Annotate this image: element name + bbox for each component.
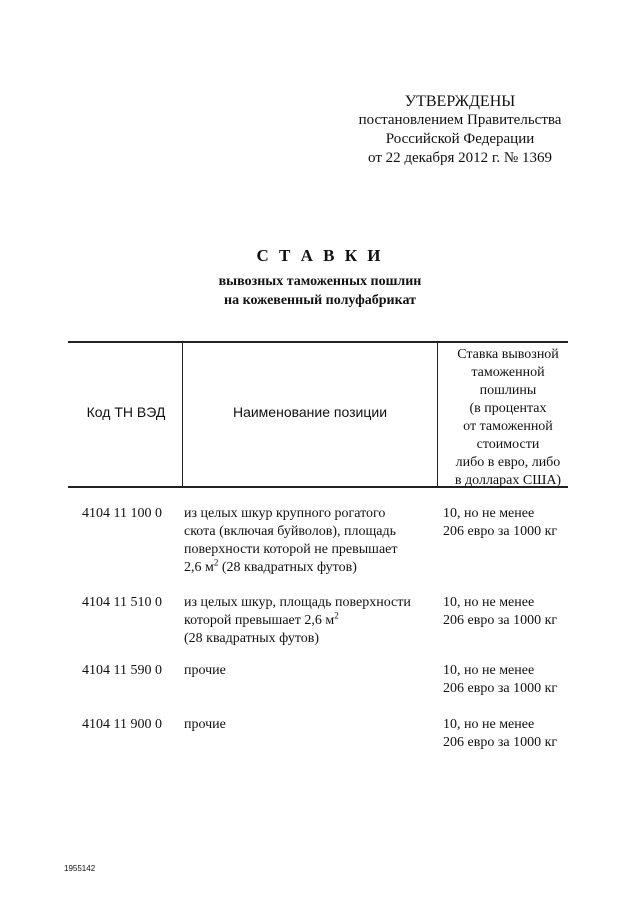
document-title: С Т А В К И [256,246,384,265]
rate-line: 10, но не менее [443,663,535,678]
approval-line-date: от 22 декабря 2012 г. № 1369 [368,150,552,166]
row-3-rate [443,662,583,698]
name-line [184,612,436,630]
rate-line: 206 евро за 1000 кг [443,524,558,539]
rate-line: 10, но не менее [443,717,535,732]
area-value: 2,6 м [184,560,214,575]
row-4-code: 4104 11 900 0 [82,717,162,732]
row-1-name [184,505,436,577]
subtitle-line-1: вывозных таможенных пошлин [218,274,422,289]
header-name: Наименование позиции [232,404,388,420]
header-rate-line: от таможенной [463,419,553,434]
row-1-code: 4104 11 100 0 [82,506,162,521]
table-top-border [68,341,568,343]
name-line: поверхности которой не превышает [184,542,398,557]
row-1-rate [443,505,583,541]
row-2-code: 4104 11 510 0 [82,595,162,610]
name-line [184,559,436,577]
document-subtitle [0,272,640,310]
superscript: 2 [334,610,339,621]
name-line: (28 квадратных футов) [184,631,320,646]
area-feet: (28 квадратных футов) [218,560,357,575]
name-line: скота (включая буйволов), площадь [184,524,396,539]
name-line: прочие [184,717,226,732]
header-rate-line: в долларах США) [454,473,562,488]
header-rate [438,346,578,490]
header-rate-line: Ставка вывозной [457,347,559,362]
rate-line: 206 евро за 1000 кг [443,681,558,696]
approval-line-resolution: постановлением Правительства [358,112,562,128]
row-4-name [184,716,436,734]
document-number: 1955142 [64,864,96,873]
row-2-rate [443,594,583,630]
header-rate-line: (в процентах [469,401,547,416]
column-divider-1 [182,342,183,487]
name-line: из целых шкур, площадь поверхности [184,595,411,610]
approval-line-government: Российской Федерации [385,131,535,147]
rate-line: 10, но не менее [443,595,535,610]
rate-line: 10, но не менее [443,506,535,521]
superscript: 2 [213,557,219,568]
row-4-rate [443,716,583,752]
rate-line: 206 евро за 1000 кг [443,613,558,628]
header-rate-line: таможенной [471,365,545,380]
rate-line: 206 евро за 1000 кг [443,735,558,750]
name-line: из целых шкур крупного рогатого [184,506,386,521]
header-rate-line: пошлины [479,383,537,398]
name-line: прочие [184,663,226,678]
header-rate-line: стоимости [476,437,540,452]
row-3-name [184,662,436,680]
row-2-name [184,594,436,648]
subtitle-line-2: на кожевенный полуфабрикат [224,293,416,308]
approval-heading: УТВЕРЖДЕНЫ [404,93,516,110]
approval-block [340,92,580,168]
area-value: которой превышает 2,6 м [184,613,335,628]
header-rate-line: либо в евро, либо [455,455,561,470]
row-3-code: 4104 11 590 0 [82,663,162,678]
header-code: Код ТН ВЭД [86,404,166,420]
